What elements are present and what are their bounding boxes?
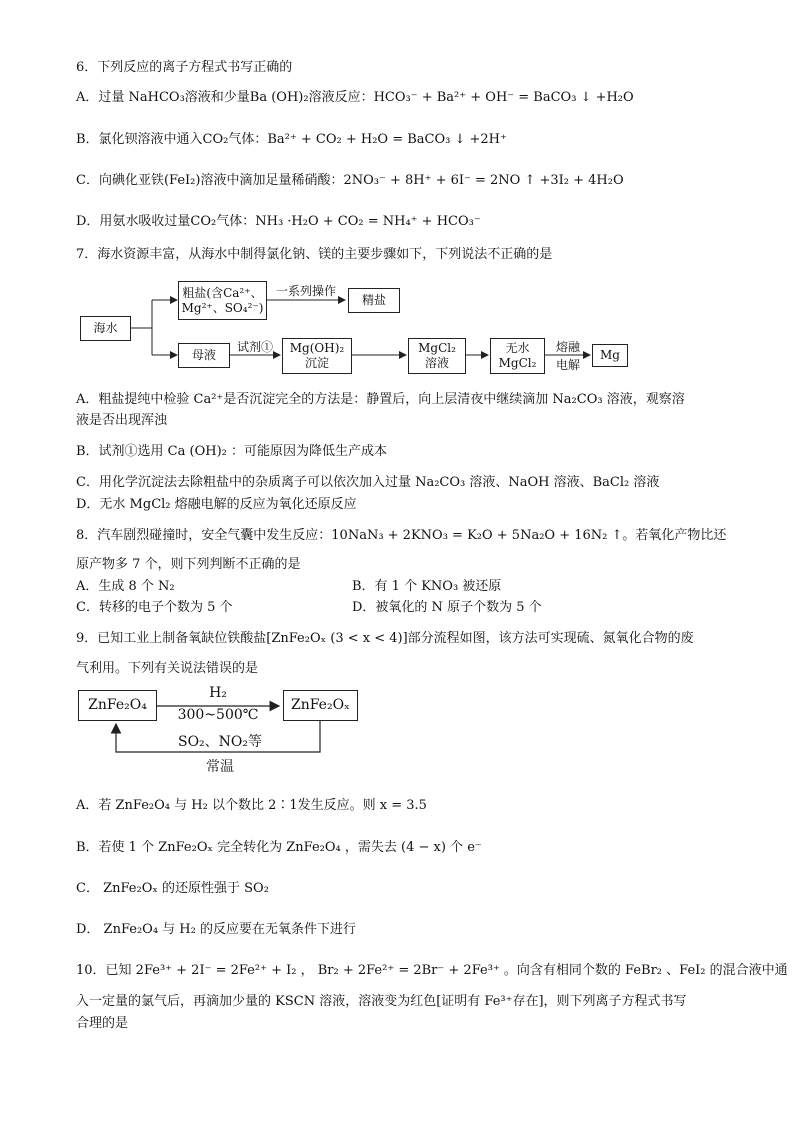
q7-option-b: B．试剂①选用 Ca (OH)₂ ：可能原因为降低生产成本 — [76, 444, 387, 459]
q8-option-d: D．被氧化的 N 原子个数为 5 个 — [352, 600, 542, 615]
q6-option-a: A．过量 NaHCO₃溶液和少量Ba (OH)₂溶液反应：HCO₃⁻ + Ba²⁺ + OH⁻ = BaCO₃ ↓ +H₂O — [76, 90, 634, 105]
seawater-label: 海水 — [93, 321, 118, 335]
znfe2o4-label: ZnFe₂O₄ — [88, 697, 147, 713]
mgoh2-line2: 沉淀 — [304, 356, 329, 370]
ops-label: 一系列操作 — [275, 284, 336, 298]
mgoh2-line1: Mg(OH)₂ — [289, 341, 345, 355]
q9-option-a: A．若 ZnFe₂O₄ 与 H₂ 以个数比 2∶1发生反应。则 x = 3.5 — [76, 798, 427, 813]
q6-stem: 6．下列反应的离子方程式书写正确的 — [76, 60, 293, 75]
q7-stem: 7．海水资源丰富，从海水中制得氯化钠、镁的主要步骤如下，下列说法不正确的是 — [76, 247, 553, 262]
mg-label: Mg — [600, 348, 620, 362]
room-temperature-label: 常温 — [206, 759, 234, 775]
mother-liquor-label: 母液 — [191, 348, 216, 362]
q6-option-d: D．用氨水吸收过量CO₂气体：NH₃ ·H₂O + CO₂ = NH₄⁺ + HCO₃⁻ — [76, 214, 481, 229]
q9-stem-line2: 气利用。下列有关说法错误的是 — [76, 661, 259, 676]
crude-salt-line1: 粗盐(含Ca²⁺、 — [182, 285, 263, 300]
mgcl2-solution-line1: MgCl₂ — [418, 341, 456, 355]
q9-option-d: D． ZnFe₂O₄ 与 H₂ 的反应要在无氧条件下进行 — [76, 922, 356, 937]
znfe2o4-box — [78, 690, 157, 721]
q8-stem-line1: 8．汽车剧烈碰撞时，安全气囊中发生反应：10NaN₃ + 2KNO₃ = K₂O + 5Na₂O + 16N₂ ↑。若氧化产物比还 — [76, 528, 727, 543]
mgcl2-solution-line2: 溶液 — [424, 356, 449, 370]
anhydrous-line1: 无水 — [505, 341, 530, 355]
znfe2ox-label: ZnFe₂Oₓ — [290, 697, 350, 713]
fine-salt-label: 精盐 — [361, 293, 386, 307]
reagent-label: 试剂① — [236, 340, 273, 354]
q9-option-b: B．若使 1 个 ZnFe₂Oₓ 完全转化为 ZnFe₂O₄ ，需失去 (4 − x) 个 e⁻ — [76, 840, 482, 855]
q7-option-d: D．无水 MgCl₂ 熔融电解的反应为氧化还原反应 — [76, 497, 357, 512]
znfe2ox-box — [283, 690, 358, 721]
electrolysis-label: 电解 — [555, 358, 580, 372]
q9-stem-line1: 9．已知工业上制备氧缺位铁酸盐[ZnFe₂Oₓ (3 < x < 4)]部分流程如图，该方法可实现硫、氮氧化合物的废 — [76, 631, 694, 646]
q7-option-c: C．用化学沉淀法去除粗盐中的杂质离子可以依次加入过量 Na₂CO₃ 溶液、NaOH 溶液、BaCl₂ 溶液 — [76, 475, 660, 490]
q10-line3: 合理的是 — [76, 1016, 129, 1031]
q8-stem-line2: 原产物多 7 个，则下列判断不正确的是 — [76, 557, 301, 572]
q10-line2: 入一定量的氯气后，再滴加少量的 KSCN 溶液，溶液变为红色[证明有 Fe³⁺存在]，则下列离子方程式书写 — [76, 994, 687, 1009]
temperature-label: 300~500℃ — [177, 707, 259, 723]
q8-option-c: C．转移的电子个数为 5 个 — [76, 600, 233, 615]
melt-label: 熔融 — [555, 340, 580, 354]
q10-line1: 10．已知 2Fe³⁺ + 2I⁻ = 2Fe²⁺ + I₂ ， Br₂ + 2Fe²⁺ = 2Br⁻ + 2Fe³⁺ 。向含有相同个数的 FeBr₂ 、FeI₂ 的混合液中通 — [76, 963, 788, 978]
q6-option-b: B．氯化钡溶液中通入CO₂气体：Ba²⁺ + CO₂ + H₂O = BaCO₃ ↓ +2H⁺ — [76, 132, 507, 147]
q8-option-a: A．生成 8 个 N₂ — [76, 579, 175, 594]
q6-option-c: C．向碘化亚铁(FeI₂)溶液中滴加足量稀硝酸：2NO₃⁻ + 8H⁺ + 6I⁻ = 2NO ↑ +3I₂ + 4H₂O — [76, 173, 624, 188]
q7-option-a-line1: A．粗盐提纯中检验 Ca²⁺是否沉淀完全的方法是：静置后，向上层清夜中继续滴加 Na₂CO₃ 溶液，观察溶 — [76, 392, 685, 407]
anhydrous-line2: MgCl₂ — [498, 356, 537, 370]
q7-option-a-line2: 液是否出现浑浊 — [76, 413, 168, 428]
crude-salt-line2: Mg²⁺、SO₄²⁻) — [181, 300, 264, 315]
q9-option-c: C． ZnFe₂Oₓ 的还原性强于 SO₂ — [76, 881, 269, 896]
h2-label: H₂ — [209, 685, 227, 701]
so2-no2-label: SO₂、NO₂等 — [177, 734, 263, 750]
q8-option-b: B．有 1 个 KNO₃ 被还原 — [352, 579, 502, 594]
